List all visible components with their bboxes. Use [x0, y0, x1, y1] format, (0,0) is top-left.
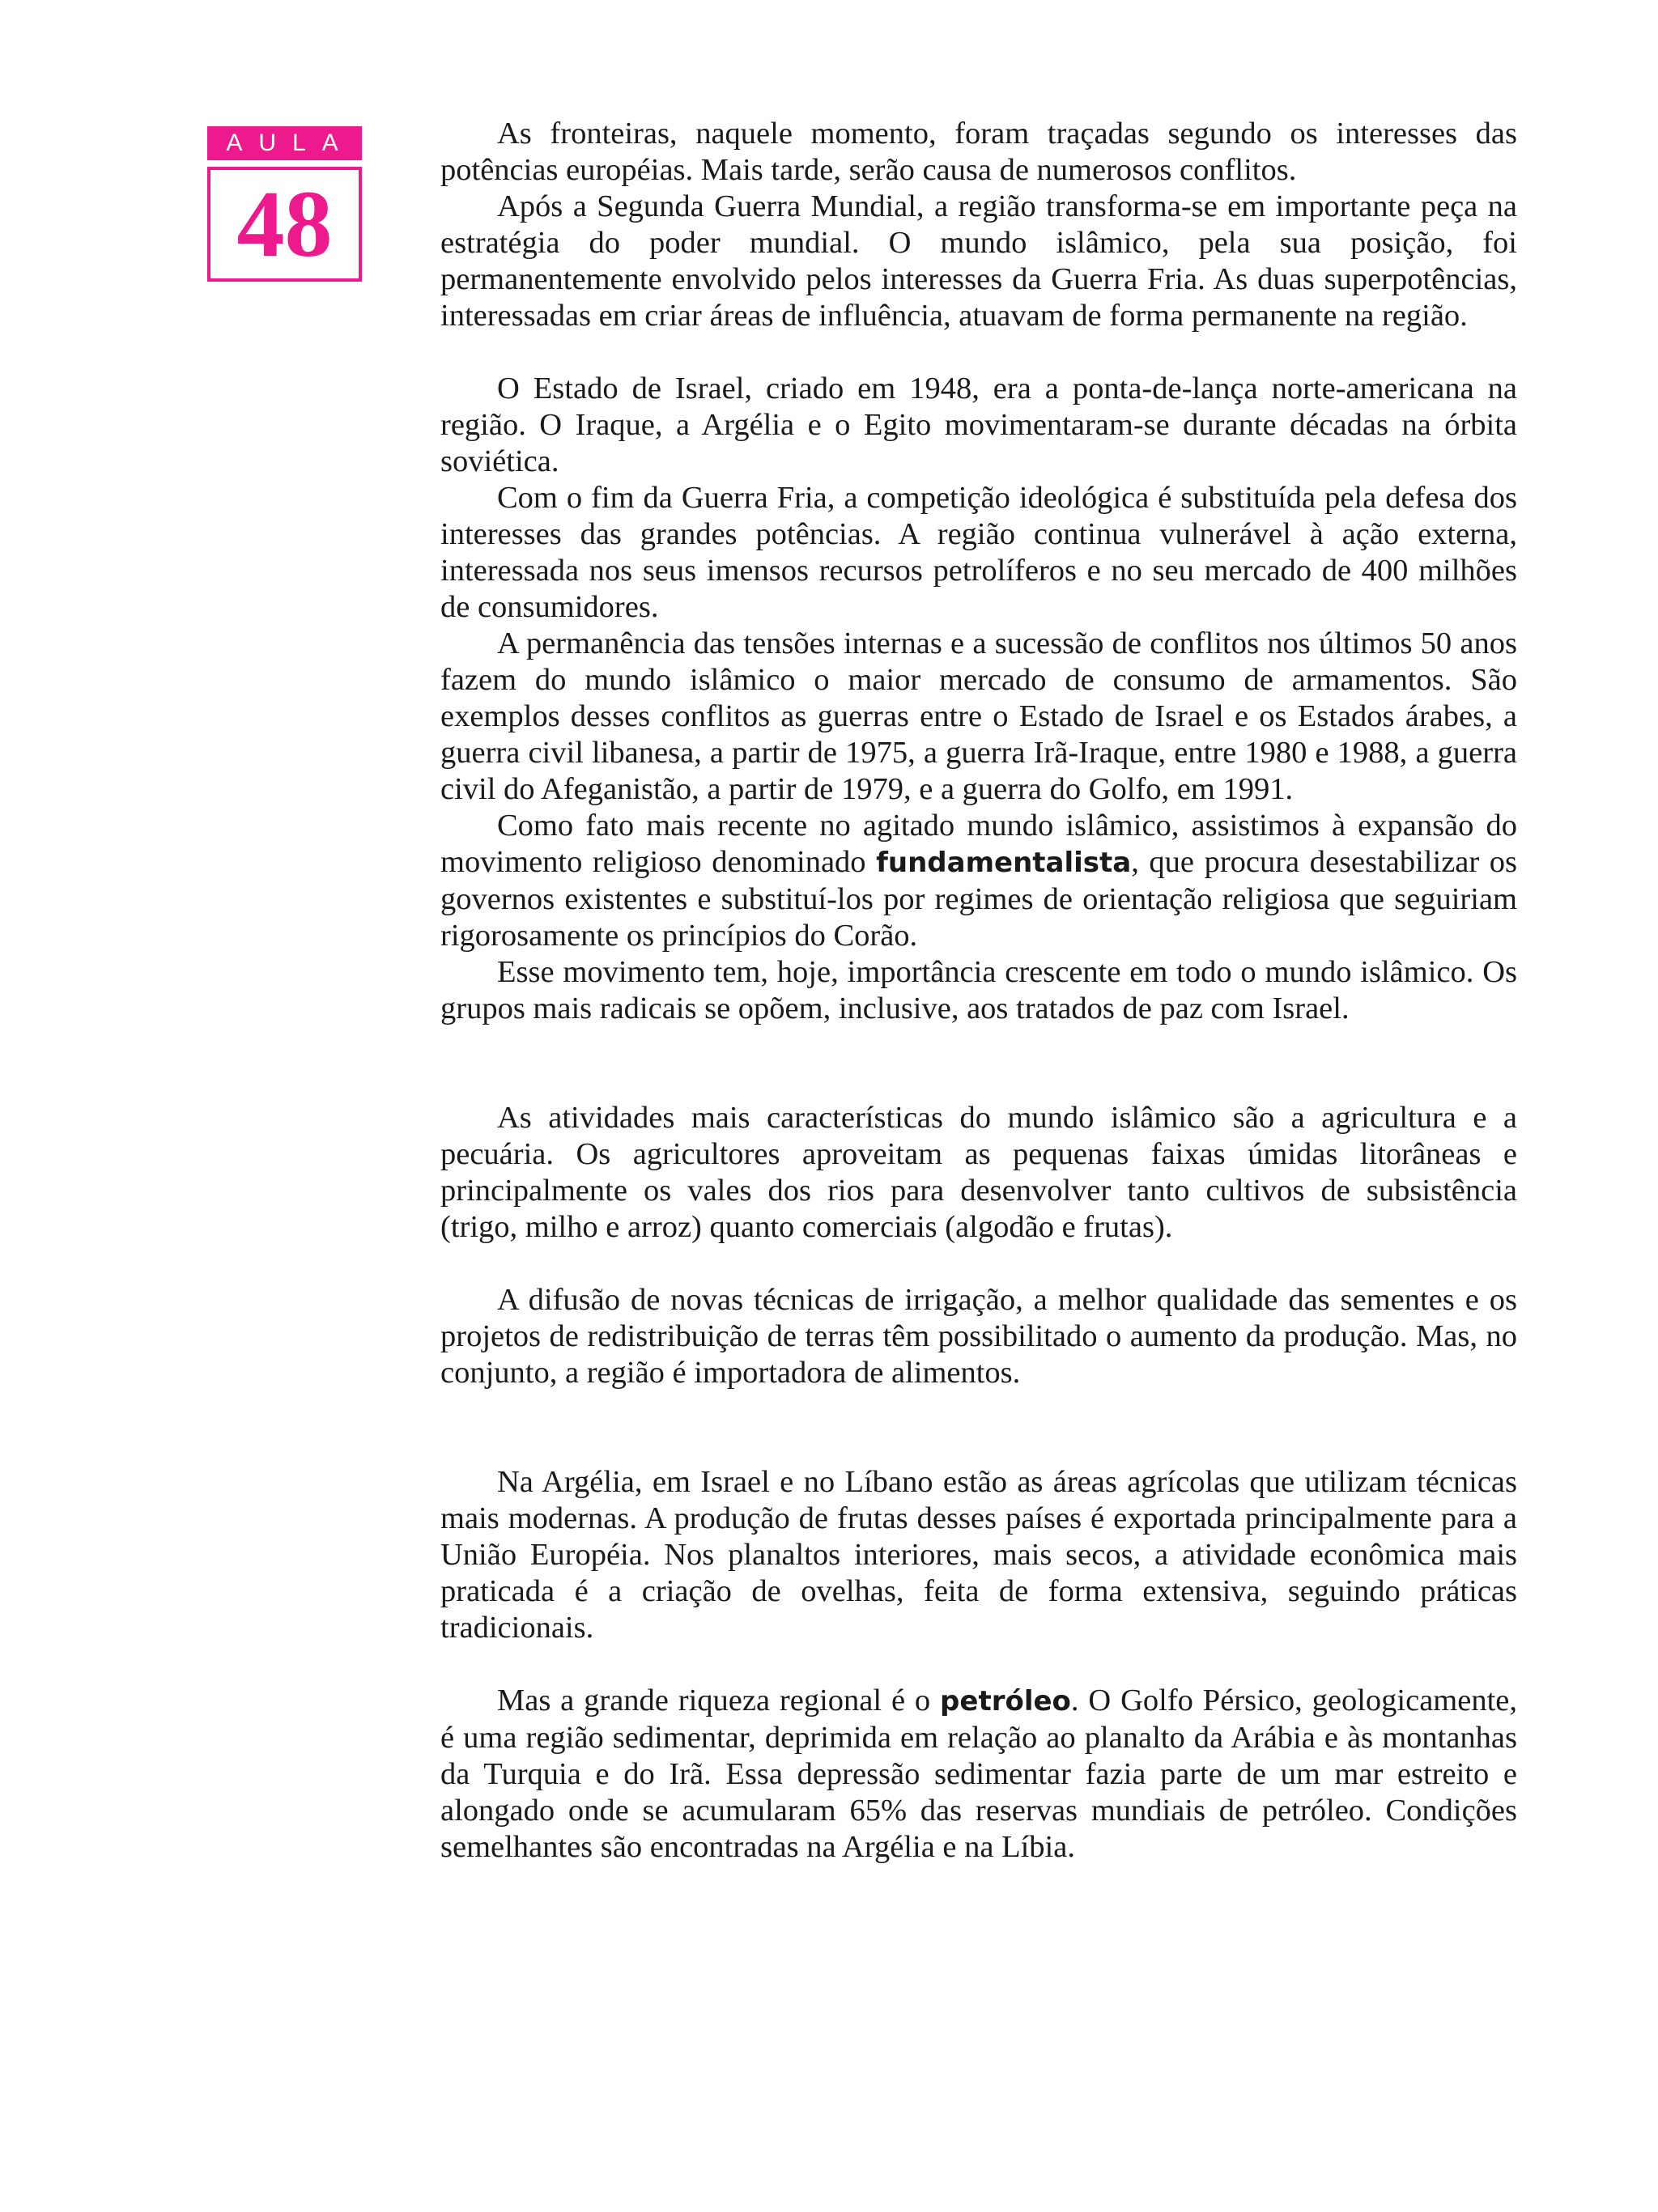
lesson-number: 48 — [207, 167, 362, 282]
paragraph-text: , que procura desestabilizar os governos existentes e substituí-los por regimes de orientação religiosa que seguiriam rigorosamente os princípios do Corão. — [440, 845, 1517, 953]
paragraph — [440, 1683, 1517, 1866]
highlighted-term: petróleo — [940, 1685, 1071, 1717]
paragraph-text: Mas a grande riqueza regional é o — [497, 1683, 941, 1717]
paragraph: A difusão de novas técnicas de irrigação, a melhor qualidade das sementes e os projetos de redistribuição de terras têm possibilitado o aumento da produção. Mas, no conjunto, a região é importadora de alimentos. — [440, 1283, 1517, 1390]
spacer — [440, 1027, 1517, 1100]
paragraph: O Estado de Israel, criado em 1948, era a ponta-de-lança norte-americana na região. O Iraque, a Argélia e o Egito movimentaram-se durante décadas na órbita soviética. — [440, 371, 1517, 478]
paragraph: Esse movimento tem, hoje, importância crescente em todo o mundo islâmico. Os grupos mais radicais se opõem, inclusive, aos tratados de paz com Israel. — [440, 955, 1517, 1025]
paragraph: Na Argélia, em Israel e no Líbano estão as áreas agrícolas que utilizam técnicas mais modernas. A produção de frutas desses países é exportada principalmente para a União Européia. Nos planaltos interiores, mais secos, a atividade econômica mais praticada é a criação de ovelhas, feita de forma extensiva, seguindo práticas tradicionais. — [440, 1465, 1517, 1645]
lesson-label: AULA — [207, 126, 362, 160]
paragraph: A permanência das tensões internas e a sucessão de conflitos nos últimos 50 anos fazem do mundo islâmico o maior mercado de consumo de armamentos. São exemplos desses conflitos as guerras entre o Estado de Israel e os Estados árabes, a guerra civil libanesa, a partir de 1975, a guerra Irã-Iraque, entre 1980 e 1988, a guerra civil do Afeganistão, a partir de 1979, e a guerra do Golfo, em 1991. — [440, 626, 1517, 806]
highlighted-term: fundamentalista — [876, 847, 1132, 879]
spacer — [440, 1246, 1517, 1282]
paragraph: As atividades mais características do mundo islâmico são a agricultura e a pecuária. Os agricultores aproveitam as pequenas faixas úmidas litorâneas e principalmente os vales dos rios para desenvolver tanto cultivos de subsistência (trigo, milho e arroz) quanto comerciais (algodão e frutas). — [440, 1101, 1517, 1244]
spacer — [440, 1391, 1517, 1464]
paragraph: Com o fim da Guerra Fria, a competição ideológica é substituída pela defesa dos interesses das grandes potências. A região continua vulnerável à ação externa, interessada nos seus imensos recursos petrolíferos e no seu mercado de 400 milhões de consumidores. — [440, 481, 1517, 624]
spacer — [440, 334, 1517, 371]
paragraph: As fronteiras, naquele momento, foram traçadas segundo os interesses das potências européias. Mais tarde, serão causa de numerosos conflitos. — [440, 117, 1517, 187]
paragraph: Após a Segunda Guerra Mundial, a região transforma-se em importante peça na estratégia do poder mundial. O mundo islâmico, pela sua posição, foi permanentemente envolvido pelos interesses da Guerra Fria. As duas superpotências, interessadas em criar áreas de influência, atuavam de forma permanente na região. — [440, 189, 1517, 333]
spacer — [440, 1646, 1517, 1683]
paragraph-text: . O Golfo Pérsico, geologicamente, é uma região sedimentar, deprimida em relação ao planalto da Arábia e às montanhas da Turquia e do Irã. Essa depressão sedimentar fazia parte de um mar estreito e alongado onde se acumularam 65% das reservas mundiais de petróleo. Condições semelhantes são encontradas na Argélia e na Líbia. — [440, 1683, 1517, 1864]
paragraph — [440, 808, 1517, 954]
lesson-badge — [207, 126, 362, 282]
body-text — [440, 116, 1517, 1866]
paragraph-text: Como fato mais recente no agitado mundo islâmico, assistimos à expansão do movimento religioso denominado — [440, 809, 1517, 879]
